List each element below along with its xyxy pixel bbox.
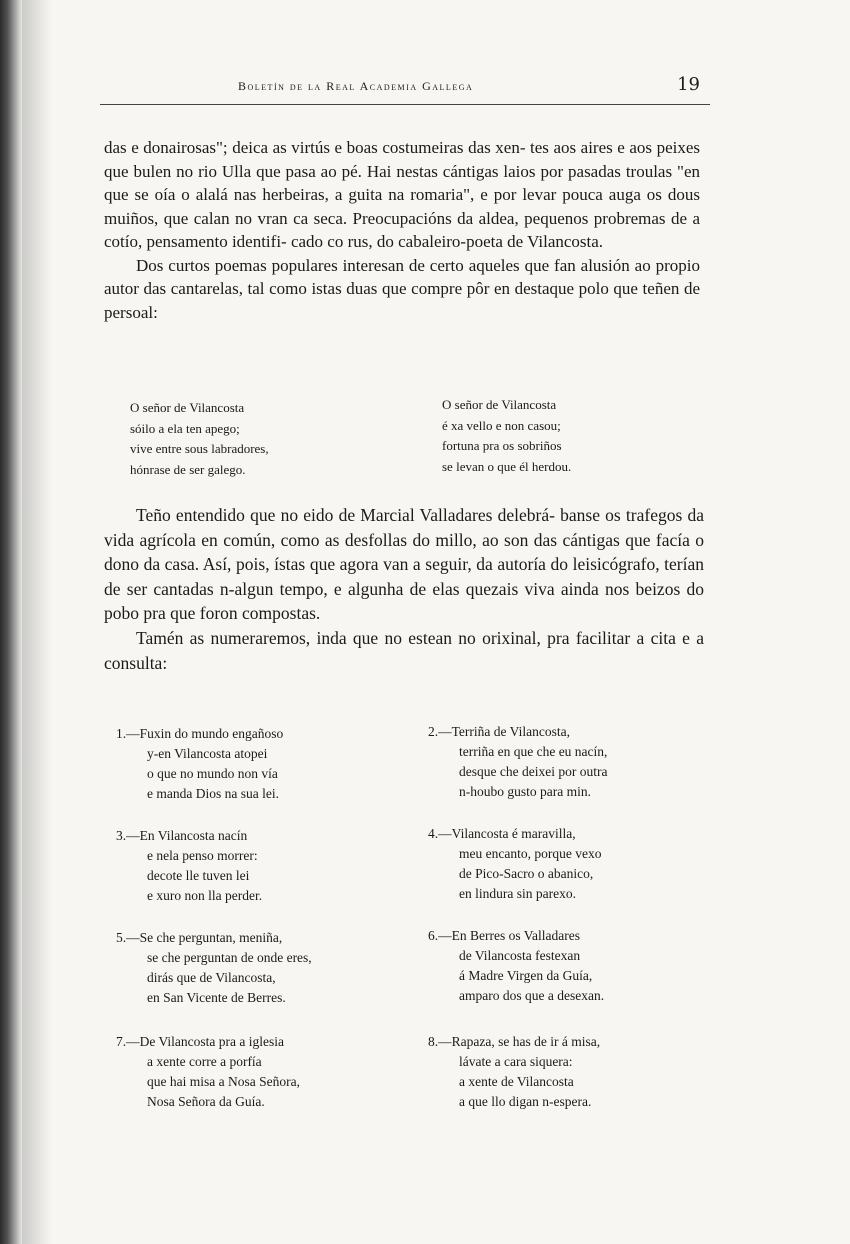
verse-line: é xa vello e non casou; <box>442 417 561 433</box>
paragraph-continuation <box>104 136 700 254</box>
text-line: das e donairosas"; deica as virtús e boas costumeiras das xen- <box>104 138 531 157</box>
text-line: cado co rus, do cabaleiro-poeta de Vilancosta. <box>290 232 604 251</box>
verse-line: dirás que de Vilancosta, <box>147 970 276 985</box>
text-line: auga os dous muiños, que calan no vran ca seca. Preocupacións <box>104 185 700 228</box>
verse-line: se che perguntan de onde eres, <box>147 950 312 965</box>
header-rule <box>100 104 710 105</box>
verse-line: meu encanto, porque vexo <box>459 846 602 861</box>
verse-line: lávate a cara siquera: <box>459 1054 573 1069</box>
verse-line: e xuro non lla perder. <box>147 888 263 903</box>
journal-title: Boletín de la Real Academia Gallega <box>238 79 474 93</box>
text-line: oía o alalá nas herbeiras, a guita na romaria", e por levar pouca <box>154 185 609 204</box>
verse-line: vive entre sous labradores, <box>130 441 269 456</box>
verse-line: Terriña de Vilancosta, <box>451 724 570 739</box>
paragraph-numbering <box>104 626 704 675</box>
text-line: pois, ístas que agora van a seguir, da autoría do leisicógrafo, <box>236 554 665 575</box>
running-header <box>100 72 710 106</box>
text-line: Dos curtos poemas populares interesan de certo aqueles que <box>136 255 555 275</box>
verse-8 <box>428 1032 600 1112</box>
verse-line: de Vilancosta festexan <box>459 948 581 963</box>
text-line: facilitar a cita e a consulta: <box>104 627 704 673</box>
text-line: que compre pôr en destaque polo que teñen de persoal: <box>104 279 700 322</box>
text-line: pé. Hai nestas cántigas laios por pasadas troulas "en que se <box>104 161 700 204</box>
verse-1 <box>116 724 283 804</box>
verse-line: a xente de Vilancosta <box>459 1074 574 1089</box>
small-verse-left <box>130 398 269 480</box>
verse-line: Rapaza, se has de ir á misa, <box>451 1034 601 1049</box>
verse-line: En Vilancosta nacín <box>139 828 248 843</box>
page-binding-shadow <box>0 0 22 1244</box>
verse-line: y-en Vilancosta atopei <box>147 746 268 761</box>
page-binding-fade <box>22 0 52 1244</box>
verse-line: Nosa Señora da Guía. <box>147 1094 265 1109</box>
text-line: Teño entendido que no eido de Marcial Valladares delebrá- <box>136 505 561 525</box>
text-line: terían de ser cantadas n-algun tempo, e algunha de elas quezais <box>104 554 704 599</box>
prose-block-2 <box>104 503 704 675</box>
verse-line: e nela penso morrer: <box>147 848 258 863</box>
verse-number: 1.— <box>116 726 140 741</box>
verse-number: 7.— <box>116 1034 140 1049</box>
verse-line: sóilo a ela ten apego; <box>130 420 240 436</box>
verse-line: en San Vicente de Berres. <box>147 990 286 1005</box>
text-line: Tamén as numeraremos, inda que no estean no orixinal, pra <box>136 627 576 648</box>
verse-number: 6.— <box>428 928 452 943</box>
text-line: do millo, ao son das cántigas que facía o dono da casa. Así, <box>104 529 705 575</box>
verse-7 <box>116 1032 300 1112</box>
verse-line: amparo dos que a desexan. <box>459 988 605 1003</box>
text-line: banse os trafegos da vida agrícola en común, como as desfollas <box>104 505 704 550</box>
verse-line: a xente corre a porfía <box>147 1054 262 1069</box>
verse-line: Vilancosta é maravilla, <box>451 826 576 841</box>
verse-3 <box>116 826 262 906</box>
paragraph-valladares <box>104 503 704 626</box>
verse-line: Fuxin do mundo engañoso <box>139 726 284 741</box>
verse-line: hónrase de ser galego. <box>130 461 246 477</box>
verse-number: 5.— <box>116 930 140 945</box>
verse-line: en lindura sin parexo. <box>459 886 576 901</box>
verse-line: En Berres os Valladares <box>451 928 580 943</box>
verse-line: e manda Dios na sua lei. <box>147 786 279 801</box>
verse-number: 2.— <box>428 724 452 739</box>
verse-line: terriña en que che eu nacín, <box>459 744 608 759</box>
verse-6 <box>428 926 604 1006</box>
verse-line: que hai misa a Nosa Señora, <box>147 1074 300 1089</box>
verse-4 <box>428 824 601 904</box>
verse-line: Se che perguntan, meniña, <box>139 930 283 945</box>
verse-line: n-houbo gusto para min. <box>459 784 591 799</box>
verse-line: a que llo digan n-espera. <box>459 1094 592 1109</box>
paragraph-intro-verses <box>104 254 700 325</box>
verse-number: 8.— <box>428 1034 452 1049</box>
verse-5 <box>116 928 312 1008</box>
verse-2 <box>428 722 607 802</box>
verse-number: 4.— <box>428 826 452 841</box>
small-verse-right <box>442 395 571 477</box>
verse-line: O señor de Vilancosta <box>130 400 245 415</box>
verse-line: á Madre Virgen da Guía, <box>459 968 593 983</box>
verse-line: O señor de Vilancosta <box>442 397 557 412</box>
verse-line: fortuna pra os sobriños <box>442 438 562 453</box>
verse-line: de Pico-Sacro o abanico, <box>459 866 594 881</box>
verse-line: o que no mundo non vía <box>147 766 278 781</box>
text-line: viva ainda nos beizos do pobo pra que foron compostas. <box>104 578 704 624</box>
verse-number: 3.— <box>116 828 140 843</box>
text-line: da aldea, pequenos probremas de a cotío, pensamento identifi- <box>104 208 700 251</box>
text-line: fan alusión ao propio autor das cantarelas, tal como istas duas <box>104 255 700 298</box>
verse-line: se levan o que él herdou. <box>442 458 572 474</box>
text-line: tes aos aires e aos peixes que bulen no rio Ulla que pasa ao <box>104 138 700 181</box>
prose-block-1 <box>104 136 700 324</box>
verse-line: decote lle tuven lei <box>147 868 250 883</box>
verse-line: De Vilancosta pra a iglesia <box>139 1034 285 1049</box>
verse-line: desque che deixei por outra <box>459 764 608 779</box>
page-number: 19 <box>677 74 700 95</box>
